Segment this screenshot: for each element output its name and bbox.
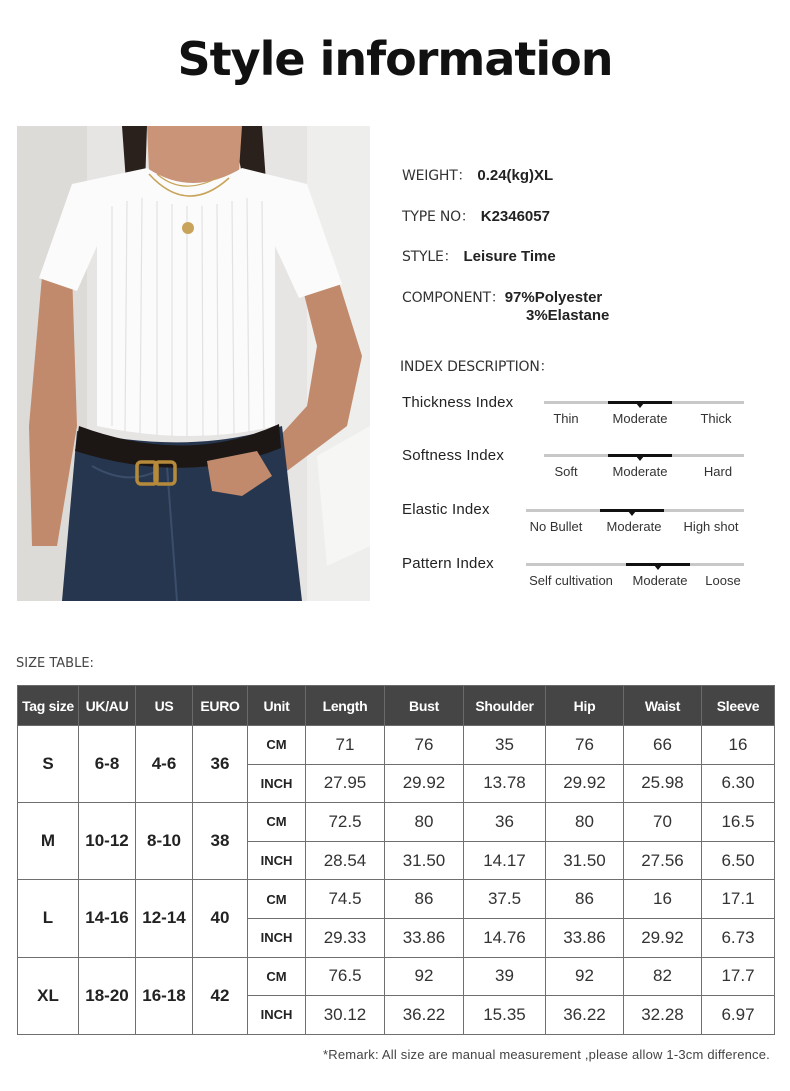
euro-cell: 42	[193, 957, 248, 1034]
sleeve-cell: 6.73	[702, 918, 775, 957]
weight-row	[402, 165, 553, 185]
length-cell: 76.5	[306, 957, 385, 996]
column-header: Unit	[248, 686, 306, 726]
pattern-index	[402, 555, 762, 599]
hip-cell: 36.22	[546, 996, 624, 1035]
shoulder-cell: 14.17	[464, 841, 546, 880]
bust-cell: 92	[385, 957, 464, 996]
bust-cell: 80	[385, 803, 464, 842]
page-title: Style information	[177, 32, 613, 86]
sleeve-cell: 6.97	[702, 996, 775, 1035]
shoulder-cell: 36	[464, 803, 546, 842]
waist-cell: 66	[624, 726, 702, 765]
length-cell: 29.33	[306, 918, 385, 957]
bust-cell: 76	[385, 726, 464, 765]
index-option: Self cultivation	[529, 573, 613, 588]
weight-value: 0.24(kg)XL	[477, 167, 554, 184]
table-row	[18, 803, 775, 842]
sleeve-cell: 6.50	[702, 841, 775, 880]
index-option: Moderate	[612, 464, 668, 479]
column-header: Hip	[546, 686, 624, 726]
sleeve-cell: 17.7	[702, 957, 775, 996]
bust-cell: 86	[385, 880, 464, 919]
index-option: Hard	[703, 464, 733, 479]
size-cell: M	[18, 803, 79, 880]
shoulder-cell: 35	[464, 726, 546, 765]
column-header: US	[136, 686, 193, 726]
column-header: EURO	[193, 686, 248, 726]
unit-cell: INCH	[248, 764, 306, 803]
index-option: Thin	[553, 411, 579, 426]
index-name: Softness Index	[402, 447, 505, 464]
table-row	[18, 957, 775, 996]
index-marker	[636, 456, 644, 461]
index-description-heading: INDEX DESCRIPTION：	[400, 359, 554, 375]
column-header: Waist	[624, 686, 702, 726]
component-value-2: 3%Elastane	[526, 307, 610, 324]
sleeve-cell: 16	[702, 726, 775, 765]
uk-au-cell: 14-16	[79, 880, 136, 957]
index-option: Moderate	[632, 573, 688, 588]
size-cell: L	[18, 880, 79, 957]
size-cell: S	[18, 726, 79, 803]
uk-au-cell: 6-8	[79, 726, 136, 803]
index-marker	[636, 403, 644, 408]
hip-cell: 86	[546, 880, 624, 919]
bust-cell: 31.50	[385, 841, 464, 880]
index-name: Elastic Index	[402, 501, 490, 518]
unit-cell: INCH	[248, 841, 306, 880]
thickness-index	[402, 394, 762, 438]
component-row	[402, 287, 610, 324]
waist-cell: 70	[624, 803, 702, 842]
uk-au-cell: 10-12	[79, 803, 136, 880]
index-option: Loose	[705, 573, 741, 588]
euro-cell: 38	[193, 803, 248, 880]
component-label: COMPONENT：	[402, 290, 505, 306]
style-label: STYLE：	[402, 249, 458, 265]
index-option: No Bullet	[529, 519, 583, 534]
waist-cell: 32.28	[624, 996, 702, 1035]
sleeve-cell: 17.1	[702, 880, 775, 919]
length-cell: 71	[306, 726, 385, 765]
softness-index	[402, 447, 762, 491]
bust-cell: 29.92	[385, 764, 464, 803]
index-option: Thick	[700, 411, 732, 426]
euro-cell: 40	[193, 880, 248, 957]
index-marker	[628, 511, 636, 516]
us-cell: 12-14	[136, 880, 193, 957]
hip-cell: 29.92	[546, 764, 624, 803]
sleeve-cell: 6.30	[702, 764, 775, 803]
weight-label: WEIGHT：	[402, 168, 472, 184]
style-value: Leisure Time	[463, 248, 556, 265]
model-wearing-top-illustration	[17, 126, 370, 601]
column-header: UK/AU	[79, 686, 136, 726]
length-cell: 72.5	[306, 803, 385, 842]
shoulder-cell: 14.76	[464, 918, 546, 957]
index-name: Pattern Index	[402, 555, 494, 572]
uk-au-cell: 18-20	[79, 957, 136, 1034]
index-option: Soft	[554, 464, 578, 479]
waist-cell: 27.56	[624, 841, 702, 880]
euro-cell: 36	[193, 726, 248, 803]
us-cell: 16-18	[136, 957, 193, 1034]
shoulder-cell: 39	[464, 957, 546, 996]
us-cell: 4-6	[136, 726, 193, 803]
column-header: Bust	[385, 686, 464, 726]
bust-cell: 33.86	[385, 918, 464, 957]
column-header: Length	[306, 686, 385, 726]
length-cell: 30.12	[306, 996, 385, 1035]
waist-cell: 29.92	[624, 918, 702, 957]
table-row	[18, 726, 775, 765]
length-cell: 74.5	[306, 880, 385, 919]
size-table	[17, 685, 775, 1035]
unit-cell: CM	[248, 880, 306, 919]
size-cell: XL	[18, 957, 79, 1034]
type-no-label: TYPE NO：	[402, 209, 475, 225]
unit-cell: INCH	[248, 918, 306, 957]
hip-cell: 76	[546, 726, 624, 765]
bust-cell: 36.22	[385, 996, 464, 1035]
unit-cell: CM	[248, 726, 306, 765]
column-header: Shoulder	[464, 686, 546, 726]
unit-cell: INCH	[248, 996, 306, 1035]
waist-cell: 25.98	[624, 764, 702, 803]
column-header: Sleeve	[702, 686, 775, 726]
elastic-index	[402, 501, 762, 545]
hip-cell: 92	[546, 957, 624, 996]
type-no-value: K2346057	[480, 208, 550, 225]
index-option: High shot	[683, 519, 739, 534]
index-marker	[654, 565, 662, 570]
us-cell: 8-10	[136, 803, 193, 880]
index-option: Moderate	[606, 519, 662, 534]
shoulder-cell: 15.35	[464, 996, 546, 1035]
index-option: Moderate	[612, 411, 668, 426]
unit-cell: CM	[248, 803, 306, 842]
table-row	[18, 880, 775, 919]
remark-note: *Remark: All size are manual measurement ,please allow 1-3cm difference.	[323, 1047, 770, 1062]
column-header: Tag size	[18, 686, 79, 726]
length-cell: 27.95	[306, 764, 385, 803]
hip-cell: 80	[546, 803, 624, 842]
unit-cell: CM	[248, 957, 306, 996]
hip-cell: 31.50	[546, 841, 624, 880]
index-name: Thickness Index	[402, 394, 514, 411]
type-no-row	[402, 206, 550, 226]
style-row	[402, 246, 556, 266]
size-table-label: SIZE TABLE:	[16, 656, 94, 671]
length-cell: 28.54	[306, 841, 385, 880]
shoulder-cell: 13.78	[464, 764, 546, 803]
sleeve-cell: 16.5	[702, 803, 775, 842]
product-photo	[17, 126, 370, 601]
hip-cell: 33.86	[546, 918, 624, 957]
waist-cell: 82	[624, 957, 702, 996]
shoulder-cell: 37.5	[464, 880, 546, 919]
waist-cell: 16	[624, 880, 702, 919]
size-table-header-row	[18, 686, 775, 726]
component-value-1: 97%Polyester	[504, 289, 603, 306]
